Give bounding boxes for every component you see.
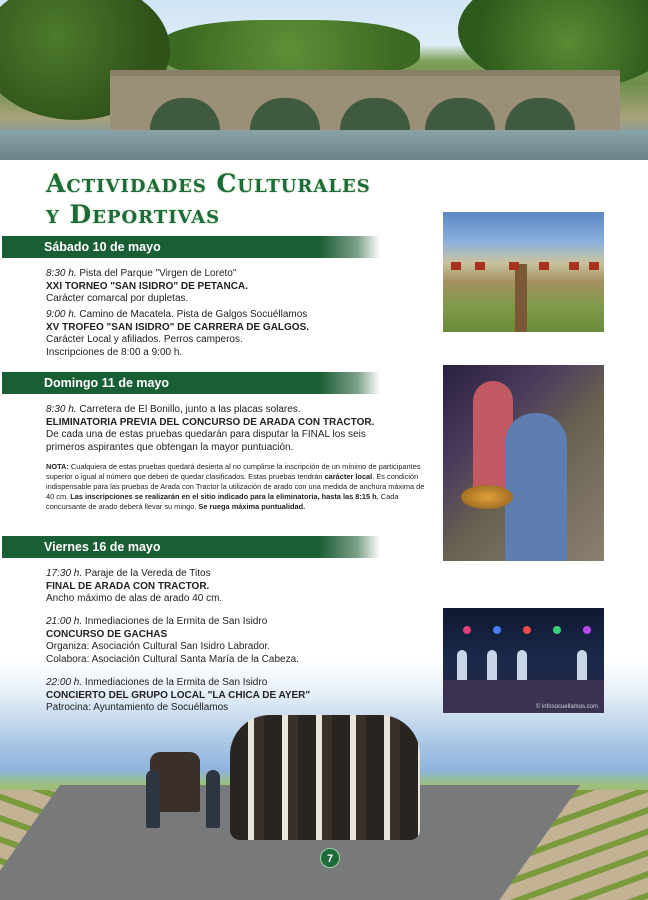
page-number: 7 [320, 848, 340, 868]
event-petanca: 8:30 h. Pista del Parque "Virgen de Loreto" XXI TORNEO "SAN ISIDRO" DE PETANCA. Carácter comarcal por dupletas. [46, 268, 248, 305]
tractor-field-photo [443, 212, 604, 332]
day-header-viernes: Viernes 16 de mayo [2, 536, 380, 558]
event-concierto: 22:00 h. Inmediaciones de la Ermita de San Isidro CONCIERTO DEL GRUPO LOCAL "LA CHICA DE AYER" Patrocina: Ayuntamiento de Socuéllamos [46, 677, 311, 714]
event-arada-eliminatoria: 8:30 h. Carretera de El Bonillo, junto a las placas solares. ELIMINATORIA PREVIA DEL CONCURSO DE ARADA CON TRACTOR. De cada una de estas pruebas quedarán para disputar la FINAL los seis primeros aspirantes que obtengan la mayor puntuación. [46, 404, 375, 453]
event-final-arada: 17:30 h. Paraje de la Vereda de Titos FINAL DE ARADA CON TRACTOR. Ancho máximo de alas de arado 40 cm. [46, 568, 223, 605]
bridge-photo [0, 0, 648, 160]
day-header-sabado: Sábado 10 de mayo [2, 236, 380, 258]
photo-credit: © infosocuellamos.com [535, 704, 598, 710]
event-gachas: 21:00 h. Inmediaciones de la Ermita de San Isidro CONCURSO DE GACHAS Organiza: Asociación Cultural San Isidro Labrador. Colabora: Asociación Cultural Santa María de la Cabeza. [46, 616, 299, 665]
event-galgos: 9:00 h. Camino de Macatela. Pista de Galgos Socuéllamos XV TROFEO "SAN ISIDRO" DE CARRERA DE GALGOS. Carácter Local y afiliados. Perros camperos. Inscripciones de 8:00 a 9:00 h. [46, 309, 310, 358]
day-header-domingo: Domingo 11 de mayo [2, 372, 380, 394]
nota-text: NOTA: Cualquiera de estas pruebas quedará desierta al no cumplirse la inscripción de un mínimo de participantes superior o igual al número que deben de quedar clasificados. Estas pruebas tendrán carácter local. Es condición indispensable para las pruebas de Arada con Tractor la utilización de arado con una medida de anchura máxima de 40 cm. Las inscripciones se realizarán en el sitio indicado para la eliminatoria, hasta las 8:15 h. Cada concursante de arado deberá llevar su mingo. Se ruega máxima puntualidad. [46, 462, 425, 511]
page-title: Actividades Culturales y Deportivas [46, 169, 371, 229]
gachas-photo [443, 365, 604, 561]
concert-photo [443, 608, 604, 713]
